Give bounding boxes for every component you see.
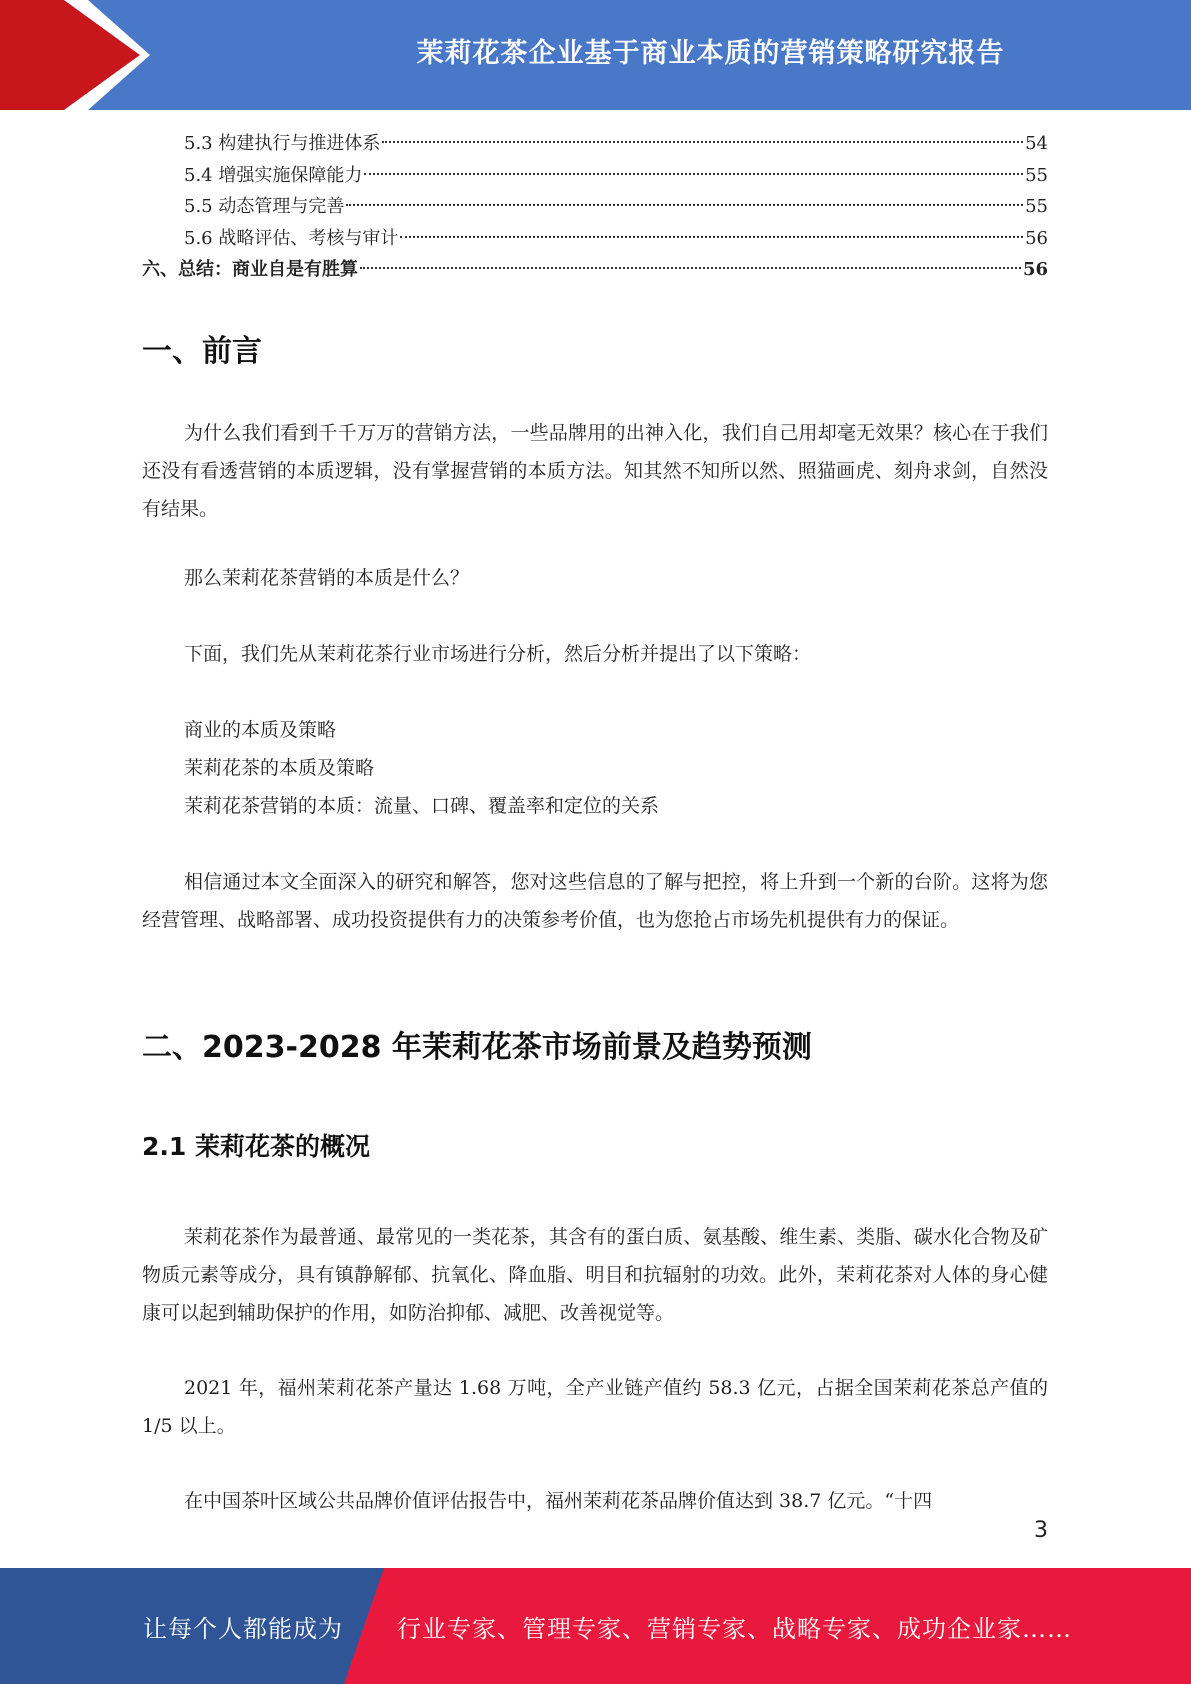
toc-entry-title: 5.4 增强实施保障能力 — [184, 164, 363, 186]
paragraph: 相信通过本文全面深入的研究和解答，您对这些信息的了解与把控，将上升到一个新的台阶。这将为您经营管理、战略部署、成功投资提供有力的决策参考价值，也为您抢占市场先机提供有力的保证。 — [142, 871, 1048, 931]
list-item: 商业的本质及策略 — [184, 719, 337, 741]
paragraph: 那么茉莉花茶营销的本质是什么？ — [184, 567, 470, 589]
header-banner — [0, 0, 1191, 110]
toc-entry-title: 5.6 战略评估、考核与审计 — [184, 227, 399, 249]
footer-slogan-left: 让每个人都能成为 — [143, 1614, 343, 1643]
page-number: 3 — [1034, 1518, 1048, 1543]
list-item: 茉莉花茶的本质及策略 — [184, 757, 375, 779]
toc-leader-dots — [364, 173, 1023, 175]
paragraph: 茉莉花茶作为最普通、最常见的一类花茶，其含有的蛋白质、氨基酸、维生素、类脂、碳水化合物及矿物质元素等成分，具有镇静解郁、抗氧化、降血脂、明目和抗辐射的功效。此外，茉莉花茶对人体的身心健康可以起到辅助保护的作用，如防治抑郁、减肥、改善视觉等。 — [142, 1226, 1048, 1324]
subsection-heading: 2.1 茉莉花茶的概况 — [142, 1132, 370, 1161]
toc-entry-page: 55 — [1025, 164, 1048, 186]
toc-leader-dots — [400, 236, 1023, 238]
toc-entry[interactable] — [142, 254, 1048, 286]
strategy-list — [184, 711, 659, 825]
paragraph: 下面，我们先从茉莉花茶行业市场进行分析，然后分析并提出了以下策略： — [184, 643, 812, 665]
toc-entry-title: 5.3 构建执行与推进体系 — [184, 133, 381, 154]
toc-entry[interactable] — [142, 160, 1048, 192]
toc-entry[interactable] — [142, 128, 1048, 160]
toc-entry-page: 54 — [1025, 133, 1048, 154]
toc-leader-dots — [346, 204, 1023, 206]
report-title: 茉莉花茶企业基于商业本质的营销策略研究报告 — [416, 37, 1005, 69]
toc-entry-page: 56 — [1022, 259, 1048, 280]
paragraph: 为什么我们看到千千万万的营销方法，一些品牌用的出神入化，我们自己用却毫无效果？核心在于我们还没有看透营销的本质逻辑，没有掌握营销的本质方法。知其然不知所以然、照猫画虎、刻舟求剑，自然没有结果。 — [142, 422, 1048, 520]
toc-entry[interactable] — [142, 223, 1048, 255]
toc-entry-title: 5.5 动态管理与完善 — [184, 196, 345, 217]
footer-banner — [0, 1568, 1191, 1684]
toc-entry-page: 55 — [1025, 196, 1048, 217]
section-heading: 二、2023-2028 年茉莉花茶市场前景及趋势预测 — [142, 1030, 812, 1065]
toc-entry-page: 56 — [1025, 227, 1048, 249]
table-of-contents — [142, 128, 1048, 286]
toc-entry-title: 六、总结：商业自是有胜算 — [142, 259, 358, 280]
paragraph: 2021 年，福州茉莉花茶产量达 1.68 万吨，全产业链产值约 58.3 亿元，占据全国茉莉花茶总产值的 1/5 以上。 — [142, 1377, 1048, 1437]
footer-slogan-right: 行业专家、管理专家、营销专家、战略专家、成功企业家…… — [397, 1614, 1072, 1643]
paragraph: 在中国茶叶区域公共品牌价值评估报告中，福州茉莉花茶品牌价值达到 38.7 亿元。“十四 — [184, 1490, 933, 1512]
toc-leader-dots — [360, 267, 1021, 269]
toc-entry[interactable] — [142, 191, 1048, 223]
list-item: 茉莉花茶营销的本质：流量、口碑、覆盖率和定位的关系 — [184, 795, 660, 817]
section-heading: 一、前言 — [142, 334, 262, 369]
toc-leader-dots — [382, 141, 1023, 143]
